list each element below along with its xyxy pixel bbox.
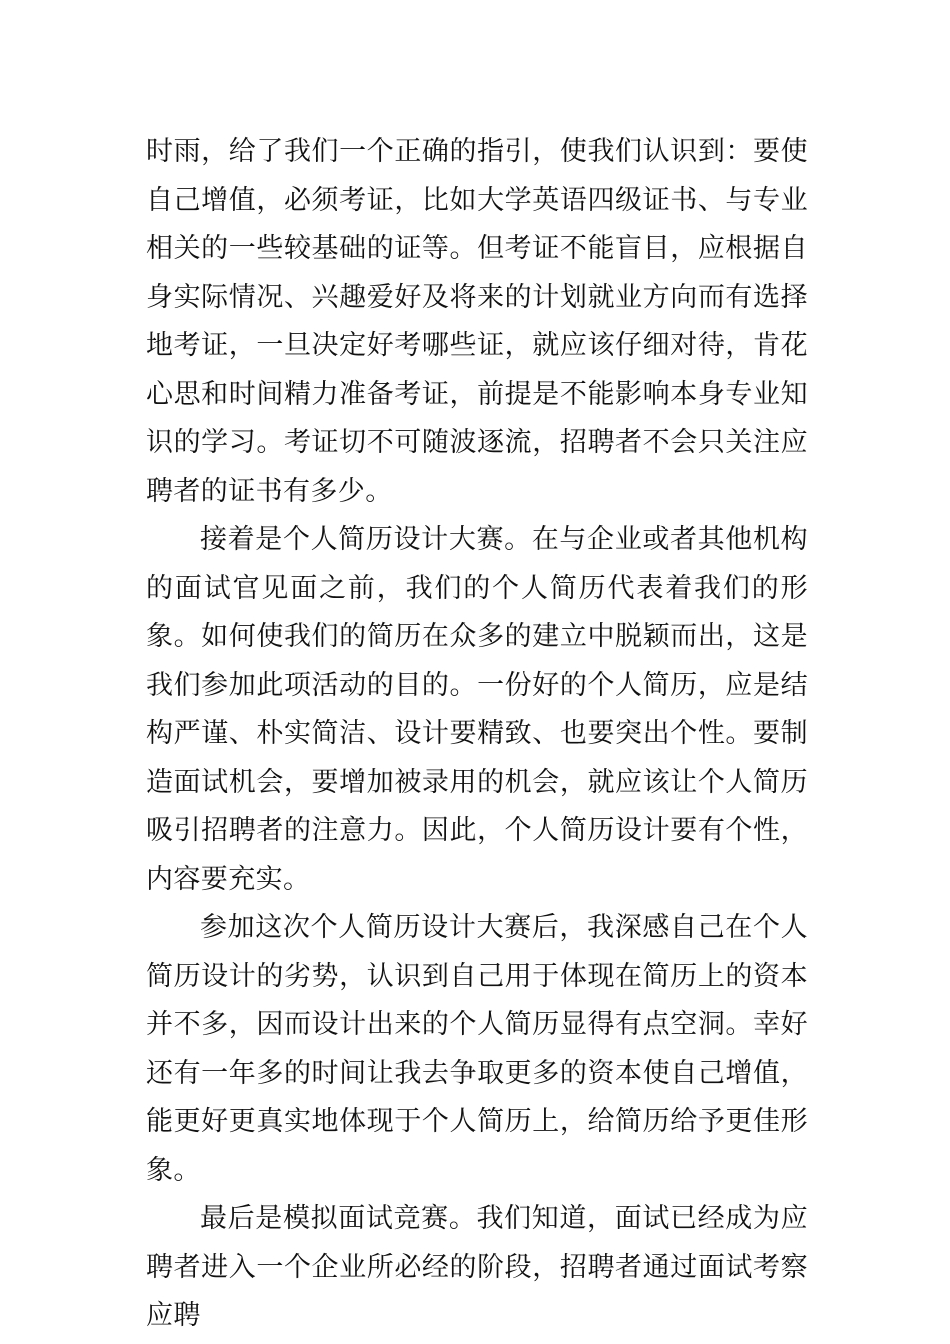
paragraph-resume-contest: 接着是个人简历设计大赛。在与企业或者其他机构的面试官见面之前，我们的个人简历代表着我们的形象。如何使我们的简历在众多的建立中脱颖而出，这是我们参加此项活动的目的。一份好的个人简历，应是结构严谨、朴实简洁、设计要精致、也要突出个性。要制造面试机会，要增加被录用的机会，就应该让个人简历吸引招聘者的注意力。因此，个人简历设计要有个性，内容要充实。 <box>146 524 808 895</box>
paragraph-mock-interview: 最后是模拟面试竞赛。我们知道，面试已经成为应聘者进入一个企业所必经的阶段，招聘者通过面试考察应聘 <box>146 1203 808 1331</box>
paragraph-resume-reflection: 参加这次个人简历设计大赛后，我深感自己在个人简历设计的劣势，认识到自己用于体现在简历上的资本并不多，因而设计出来的个人简历显得有点空洞。幸好还有一年多的时间让我去争取更多的资本使自己增值，能更好更真实地体现于个人简历上，给简历给予更佳形象。 <box>146 912 808 1186</box>
paragraph-continuation: 时雨，给了我们一个正确的指引，使我们认识到：要使自己增值，必须考证，比如大学英语四级证书、与专业相关的一些较基础的证等。但考证不能盲目，应根据自身实际情况、兴趣爱好及将来的计划就业方向而有选择地考证，一旦决定好考哪些证，就应该仔细对待，肯花心思和时间精力准备考证，前提是不能影响本身专业知识的学习。考证切不可随波逐流，招聘者不会只关注应聘者的证书有多少。 <box>146 136 808 507</box>
document-body <box>146 128 808 1341</box>
